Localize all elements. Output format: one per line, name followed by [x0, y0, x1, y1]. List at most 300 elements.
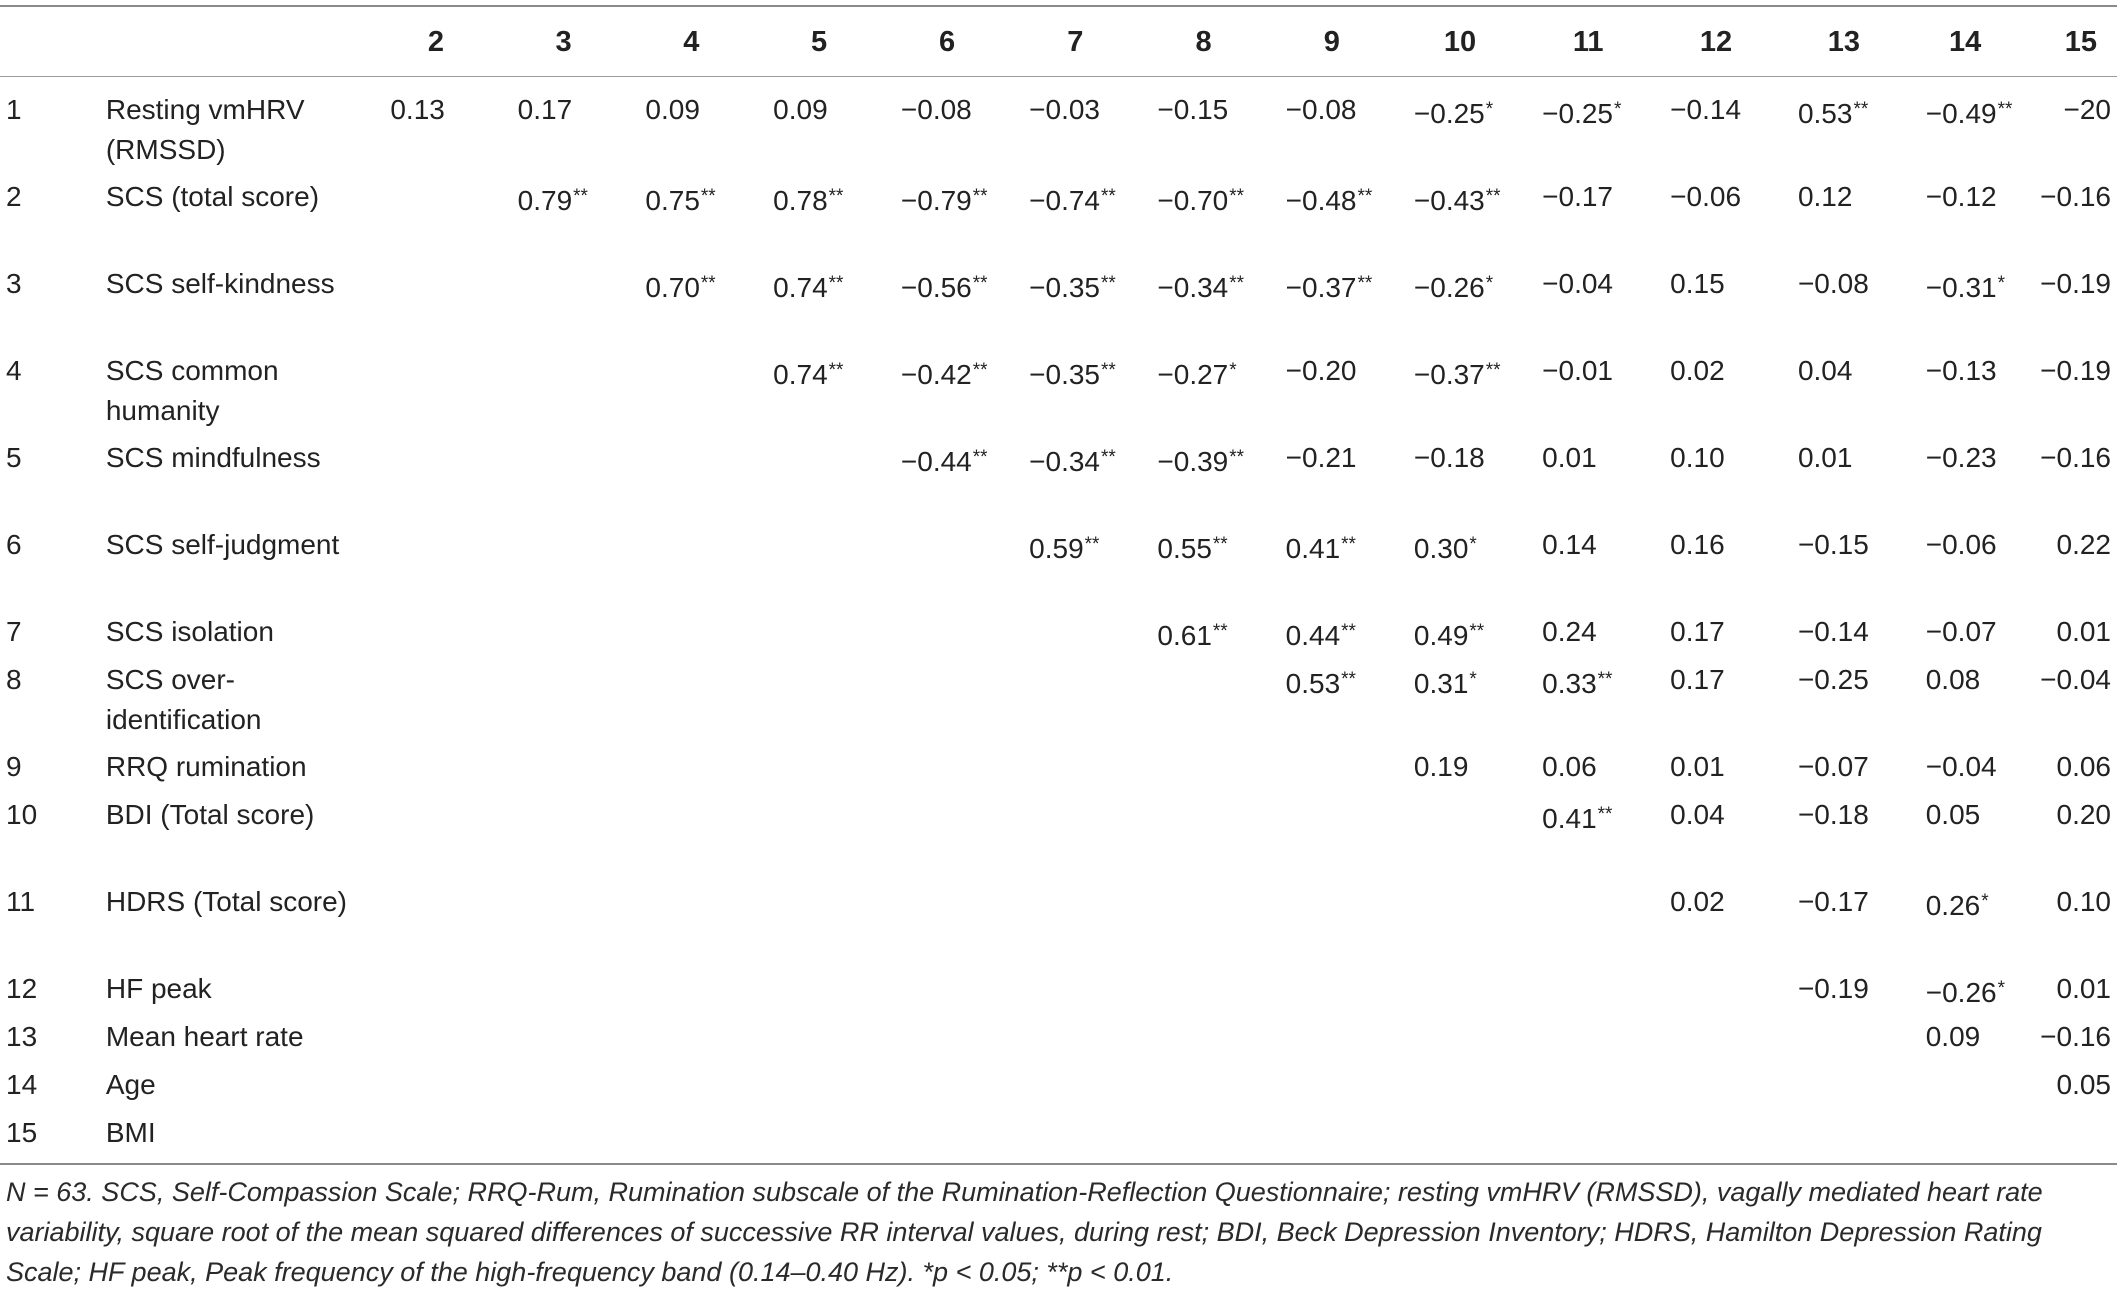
significance-marker: ** — [1229, 186, 1245, 207]
column-header: 8 — [1195, 25, 1212, 58]
correlation-cell — [883, 969, 1011, 1017]
correlation-cell: 0.22 — [2056, 529, 2111, 560]
correlation-cell: −0.12 — [1925, 181, 1997, 212]
correlation-cell: −0.16 — [2040, 442, 2111, 473]
correlation-cell: 0.41** — [1542, 803, 1613, 834]
correlation-cell: −0.49** — [1925, 98, 2013, 129]
correlation-cell — [372, 882, 499, 969]
correlation-cell — [755, 747, 883, 795]
correlation-cell — [883, 795, 1011, 882]
correlation-cell — [1396, 795, 1524, 882]
significance-marker: ** — [1997, 99, 2013, 120]
column-header: 3 — [555, 25, 572, 58]
correlation-table — [0, 7, 2117, 1161]
correlation-cell: 0.10 — [2056, 886, 2111, 917]
correlation-cell — [1396, 969, 1524, 1017]
significance-marker: ** — [1229, 447, 1245, 468]
variable-name: Age — [105, 1069, 156, 1100]
correlation-cell — [627, 525, 755, 612]
correlation-cell: −0.08 — [1797, 268, 1869, 299]
significance-marker: ** — [1597, 804, 1613, 825]
correlation-cell: −0.20 — [1285, 355, 1357, 386]
correlation-cell: 0.53** — [1285, 668, 1356, 699]
correlation-cell: 0.24 — [1542, 616, 1597, 647]
correlation-cell — [500, 969, 628, 1017]
correlation-cell — [1011, 1113, 1139, 1161]
correlation-cell — [372, 660, 499, 747]
column-header: 13 — [1827, 25, 1860, 58]
correlation-cell — [1011, 1065, 1139, 1113]
correlation-cell: −20 — [2063, 94, 2111, 125]
correlation-cell: −0.39** — [1157, 446, 1245, 477]
significance-marker: ** — [972, 447, 988, 468]
correlation-cell: −0.70** — [1157, 185, 1245, 216]
correlation-cell — [627, 795, 755, 882]
correlation-cell — [500, 525, 628, 612]
significance-marker: ** — [1341, 534, 1356, 555]
column-header: 9 — [1323, 25, 1340, 58]
correlation-cell: −0.18 — [1797, 799, 1869, 830]
correlation-cell: 0.01 — [1797, 442, 1853, 473]
correlation-cell: −0.25* — [1413, 98, 1494, 129]
correlation-cell: −0.42** — [900, 359, 988, 390]
correlation-cell: −0.56** — [900, 272, 988, 303]
correlation-cell — [1524, 1113, 1652, 1161]
row-number: 15 — [6, 1117, 38, 1148]
correlation-cell — [1396, 1017, 1524, 1065]
significance-marker: ** — [1084, 534, 1100, 555]
significance-marker: ** — [1101, 360, 1116, 381]
correlation-cell: 0.09 — [645, 94, 700, 125]
table-body — [0, 76, 2117, 1161]
correlation-cell — [627, 1113, 755, 1161]
correlation-cell: 0.44** — [1285, 620, 1356, 651]
correlation-cell — [627, 1065, 755, 1113]
correlation-cell: −0.25* — [1542, 98, 1622, 129]
correlation-cell: −0.14 — [1797, 616, 1869, 647]
correlation-cell: −0.43** — [1413, 185, 1501, 216]
correlation-cell — [883, 882, 1011, 969]
correlation-cell: −0.13 — [1925, 355, 1997, 386]
correlation-cell: −0.04 — [1542, 268, 1613, 299]
correlation-cell — [1268, 1065, 1396, 1113]
correlation-cell — [755, 1017, 883, 1065]
significance-marker: * — [1997, 978, 2005, 999]
correlation-cell — [500, 264, 628, 351]
significance-marker: * — [1997, 273, 2005, 294]
row-number: 9 — [6, 751, 22, 782]
significance-marker: ** — [700, 273, 716, 294]
column-header: 10 — [1443, 25, 1477, 58]
significance-marker: ** — [972, 360, 988, 381]
correlation-cell: 0.01 — [1670, 751, 1725, 782]
table-row — [0, 351, 2117, 438]
correlation-cell: 0.09 — [1925, 1021, 1981, 1052]
correlation-cell — [755, 969, 883, 1017]
table-row — [0, 795, 2117, 882]
correlation-cell — [755, 1065, 883, 1113]
correlation-cell — [1908, 1113, 2023, 1161]
table-row — [0, 660, 2117, 747]
correlation-cell: 0.09 — [773, 94, 828, 125]
correlation-cell: 0.30* — [1413, 533, 1477, 564]
correlation-cell — [627, 660, 755, 747]
table-bottom-rule — [0, 1163, 2117, 1165]
correlation-cell: 0.31* — [1413, 668, 1477, 699]
correlation-cell — [500, 438, 628, 525]
correlation-cell: −0.37** — [1413, 359, 1501, 390]
correlation-cell — [1524, 882, 1652, 969]
correlation-cell: −0.21 — [1285, 442, 1357, 473]
correlation-cell — [372, 612, 499, 660]
table-row — [0, 882, 2117, 969]
correlation-cell: 0.20 — [2056, 799, 2111, 830]
correlation-cell: 0.06 — [1542, 751, 1597, 782]
variable-name: HDRS (Total score) — [105, 886, 348, 917]
column-header — [0, 7, 106, 76]
correlation-cell — [1396, 882, 1524, 969]
correlation-cell: −0.79** — [900, 185, 988, 216]
significance-marker: * — [1614, 99, 1622, 120]
correlation-cell — [1268, 1113, 1396, 1161]
correlation-cell — [500, 1017, 628, 1065]
correlation-cell: −0.18 — [1413, 442, 1485, 473]
correlation-cell: 0.75** — [645, 185, 716, 216]
correlation-cell — [1524, 969, 1652, 1017]
correlation-cell — [1780, 1017, 1908, 1065]
variable-name: SCS over-identification — [105, 664, 262, 735]
significance-marker: ** — [828, 186, 844, 207]
correlation-cell: −0.35** — [1029, 359, 1116, 390]
correlation-cell: −0.44** — [900, 446, 988, 477]
correlation-cell — [372, 969, 499, 1017]
correlation-cell — [883, 1065, 1011, 1113]
correlation-cell: −0.19 — [1797, 973, 1869, 1004]
correlation-cell: 0.53** — [1797, 98, 1869, 129]
correlation-cell — [372, 264, 499, 351]
correlation-cell — [1011, 882, 1139, 969]
column-header — [106, 7, 373, 76]
correlation-cell — [1139, 1113, 1267, 1161]
row-number: 4 — [6, 355, 22, 386]
correlation-cell — [627, 438, 755, 525]
correlation-cell — [1524, 1065, 1652, 1113]
correlation-cell — [1011, 660, 1139, 747]
table-row — [0, 1065, 2117, 1113]
correlation-cell: 0.04 — [1670, 799, 1725, 830]
correlation-cell: 0.70** — [645, 272, 716, 303]
correlation-cell — [372, 177, 499, 264]
significance-marker: ** — [700, 186, 716, 207]
header-row — [0, 7, 2117, 76]
column-header: 7 — [1067, 25, 1084, 58]
correlation-cell — [372, 351, 499, 438]
significance-marker: * — [1469, 669, 1477, 690]
column-header: 4 — [683, 25, 700, 58]
column-header: 5 — [810, 25, 828, 58]
correlation-cell — [500, 882, 628, 969]
correlation-cell — [883, 660, 1011, 747]
correlation-cell: 0.17 — [1670, 664, 1725, 695]
significance-marker: * — [1469, 534, 1477, 555]
correlation-cell — [1652, 1065, 1780, 1113]
correlation-cell — [500, 747, 628, 795]
column-header: 6 — [938, 25, 956, 58]
correlation-cell — [372, 1017, 499, 1065]
correlation-cell — [1780, 1113, 1908, 1161]
correlation-cell: 0.05 — [2056, 1069, 2111, 1100]
correlation-cell: 0.02 — [1670, 886, 1725, 917]
table-row — [0, 76, 2117, 177]
correlation-cell: 0.17 — [1670, 616, 1725, 647]
correlation-cell: −0.35** — [1029, 272, 1116, 303]
significance-marker: ** — [1212, 621, 1228, 642]
correlation-cell — [500, 351, 628, 438]
correlation-cell: −0.07 — [1925, 616, 1997, 647]
table-footnote: N = 63. SCS, Self-Compassion Scale; RRQ-Rum, Rumination subscale of the Rumination-Reflection Questionnaire; resting vmHRV (RMSSD), vagally mediated heart rate variability, square root of the mean squared differences of successive RR interval values, during rest; BDI, Beck Depression Inventory; HDRS, Hamilton Depression Rating Scale; HF peak, Peak frequency of the high-frequency band (0.14–0.40 Hz). *p < 0.05; **p < 0.01. — [6, 1177, 2043, 1287]
correlation-cell — [755, 660, 883, 747]
correlation-cell — [372, 1065, 499, 1113]
correlation-cell — [1524, 1017, 1652, 1065]
correlation-cell — [372, 795, 499, 882]
correlation-cell: −0.08 — [900, 94, 972, 125]
correlation-cell: −0.17 — [1542, 181, 1613, 212]
correlation-cell: −0.25 — [1797, 664, 1869, 695]
variable-name: SCS common humanity — [105, 355, 279, 426]
correlation-cell — [883, 1017, 1011, 1065]
correlation-cell — [627, 1017, 755, 1065]
correlation-cell — [372, 747, 499, 795]
correlation-cell: −0.26* — [1925, 977, 2005, 1008]
correlation-cell: 0.15 — [1670, 268, 1725, 299]
correlation-cell: −0.06 — [1670, 181, 1742, 212]
correlation-cell — [372, 1113, 499, 1161]
table-row — [0, 969, 2117, 1017]
column-header: 12 — [1699, 25, 1733, 58]
correlation-cell: 0.14 — [1542, 529, 1597, 560]
row-number: 6 — [6, 529, 22, 560]
correlation-cell: −0.01 — [1542, 355, 1613, 386]
significance-marker: ** — [1597, 669, 1613, 690]
correlation-cell — [755, 438, 883, 525]
correlation-cell: −0.26* — [1413, 272, 1494, 303]
variable-name: SCS (total score) — [105, 181, 320, 212]
significance-marker: * — [1229, 360, 1237, 381]
correlation-cell — [1652, 1017, 1780, 1065]
significance-marker: ** — [1341, 621, 1356, 642]
row-number: 11 — [6, 886, 36, 917]
table-row — [0, 1113, 2117, 1161]
row-number: 3 — [6, 268, 22, 299]
correlation-cell: 0.08 — [1925, 664, 1981, 695]
correlation-cell — [883, 1113, 1011, 1161]
correlation-cell — [627, 747, 755, 795]
correlation-cell: −0.04 — [1925, 751, 1997, 782]
correlation-cell — [500, 1113, 628, 1161]
correlation-cell — [755, 525, 883, 612]
row-number: 7 — [6, 616, 22, 647]
correlation-cell — [1139, 882, 1267, 969]
significance-marker: ** — [1212, 534, 1228, 555]
row-number: 2 — [6, 181, 22, 212]
significance-marker: * — [1981, 891, 1989, 912]
correlation-cell: 0.19 — [1413, 751, 1469, 782]
correlation-cell: 0.59** — [1029, 533, 1100, 564]
correlation-cell: 0.01 — [2056, 973, 2111, 1004]
significance-marker: ** — [1469, 621, 1485, 642]
correlation-cell: 0.13 — [390, 94, 445, 125]
correlation-cell: −0.34** — [1029, 446, 1116, 477]
correlation-cell — [1268, 795, 1396, 882]
column-header: 15 — [2064, 25, 2097, 58]
significance-marker: ** — [828, 273, 844, 294]
correlation-cell — [627, 882, 755, 969]
correlation-cell: −0.19 — [2040, 268, 2111, 299]
correlation-cell — [500, 1065, 628, 1113]
correlation-cell — [1011, 969, 1139, 1017]
correlation-cell: −0.03 — [1029, 94, 1100, 125]
correlation-cell — [883, 747, 1011, 795]
correlation-cell: 0.06 — [2056, 751, 2111, 782]
correlation-cell: 0.55** — [1157, 533, 1228, 564]
significance-marker: ** — [828, 360, 844, 381]
table-row — [0, 612, 2117, 660]
correlation-cell: 0.01 — [1542, 442, 1597, 473]
correlation-cell — [883, 612, 1011, 660]
correlation-cell: 0.16 — [1670, 529, 1725, 560]
significance-marker: ** — [1229, 273, 1245, 294]
significance-marker: ** — [1485, 360, 1501, 381]
variable-name: HF peak — [105, 973, 212, 1004]
correlation-cell: −0.23 — [1925, 442, 1997, 473]
correlation-cell: 0.12 — [1797, 181, 1853, 212]
significance-marker: ** — [1101, 273, 1116, 294]
correlation-cell: 0.61** — [1157, 620, 1228, 651]
correlation-cell — [627, 969, 755, 1017]
correlation-cell — [1652, 969, 1780, 1017]
correlation-cell: 0.02 — [1670, 355, 1725, 386]
correlation-cell — [372, 438, 499, 525]
column-header: 11 — [1572, 25, 1604, 58]
row-number: 5 — [6, 442, 22, 473]
correlation-cell: 0.74** — [773, 359, 844, 390]
correlation-cell: −0.31* — [1925, 272, 2005, 303]
correlation-cell: 0.01 — [2056, 616, 2111, 647]
significance-marker: ** — [1853, 99, 1869, 120]
correlation-cell — [1139, 1017, 1267, 1065]
variable-name: SCS self-judgment — [105, 529, 340, 560]
table-row — [0, 525, 2117, 612]
variable-name: BDI (Total score) — [105, 799, 315, 830]
correlation-cell — [1011, 747, 1139, 795]
correlation-cell — [1011, 795, 1139, 882]
correlation-cell — [1908, 1065, 2023, 1113]
correlation-cell — [1780, 1065, 1908, 1113]
correlation-cell — [1396, 1065, 1524, 1113]
correlation-cell — [1011, 612, 1139, 660]
correlation-cell: −0.34** — [1157, 272, 1245, 303]
significance-marker: * — [1485, 273, 1494, 294]
correlation-cell — [627, 351, 755, 438]
table-row — [0, 264, 2117, 351]
correlation-cell — [1139, 660, 1267, 747]
correlation-cell — [755, 882, 883, 969]
correlation-cell: 0.41** — [1285, 533, 1356, 564]
significance-marker: ** — [573, 186, 588, 207]
correlation-cell — [500, 795, 628, 882]
correlation-cell: −0.07 — [1797, 751, 1869, 782]
significance-marker: ** — [1485, 186, 1501, 207]
correlation-cell — [500, 660, 628, 747]
correlation-cell — [1139, 795, 1267, 882]
table-row — [0, 438, 2117, 525]
correlation-cell — [1011, 1017, 1139, 1065]
correlation-cell — [755, 795, 883, 882]
table-row — [0, 1017, 2117, 1065]
correlation-cell — [883, 525, 1011, 612]
variable-name: Mean heart rate — [105, 1021, 304, 1052]
correlation-cell: 0.26* — [1925, 890, 1989, 921]
correlation-cell: −0.27* — [1157, 359, 1237, 390]
table-row — [0, 747, 2117, 795]
significance-marker: ** — [1357, 273, 1373, 294]
correlation-cell — [1268, 882, 1396, 969]
correlation-cell: −0.37** — [1285, 272, 1373, 303]
correlation-cell — [1396, 1113, 1524, 1161]
variable-name: BMI — [105, 1117, 156, 1148]
correlation-cell: −0.48** — [1285, 185, 1373, 216]
correlation-cell — [1139, 747, 1267, 795]
correlation-cell: −0.08 — [1285, 94, 1357, 125]
column-header: 14 — [1948, 25, 1982, 58]
correlation-cell — [755, 1113, 883, 1161]
correlation-cell: 0.78** — [773, 185, 844, 216]
variable-name: Resting vmHRV (RMSSD) — [105, 94, 305, 165]
correlation-cell: −0.15 — [1797, 529, 1869, 560]
significance-marker: ** — [972, 186, 988, 207]
significance-marker: ** — [1341, 669, 1356, 690]
correlation-cell: −0.04 — [2040, 664, 2111, 695]
row-number: 13 — [6, 1021, 38, 1052]
significance-marker: ** — [1101, 447, 1116, 468]
correlation-cell — [1139, 1065, 1267, 1113]
variable-name: SCS mindfulness — [105, 442, 321, 473]
row-number: 12 — [6, 973, 38, 1004]
variable-name: SCS self-kindness — [105, 268, 335, 299]
correlation-cell — [1268, 969, 1396, 1017]
correlation-cell — [1268, 747, 1396, 795]
variable-name: SCS isolation — [105, 616, 274, 647]
correlation-cell — [755, 612, 883, 660]
correlation-cell: −0.16 — [2040, 1021, 2111, 1052]
correlation-cell: 0.74** — [773, 272, 844, 303]
correlation-cell: 0.79** — [517, 185, 588, 216]
table-row — [0, 177, 2117, 264]
row-number: 8 — [6, 664, 22, 695]
correlation-cell: −0.17 — [1797, 886, 1869, 917]
correlation-cell — [1139, 969, 1267, 1017]
correlation-cell: −0.16 — [2040, 181, 2111, 212]
correlation-cell: 0.04 — [1797, 355, 1853, 386]
correlation-cell — [2022, 1113, 2117, 1161]
significance-marker: ** — [1101, 186, 1116, 207]
correlation-cell — [627, 612, 755, 660]
correlation-cell: 0.10 — [1670, 442, 1725, 473]
significance-marker: ** — [972, 273, 988, 294]
correlation-cell — [500, 612, 628, 660]
correlation-cell: 0.33** — [1542, 668, 1613, 699]
correlation-cell: −0.19 — [2040, 355, 2111, 386]
